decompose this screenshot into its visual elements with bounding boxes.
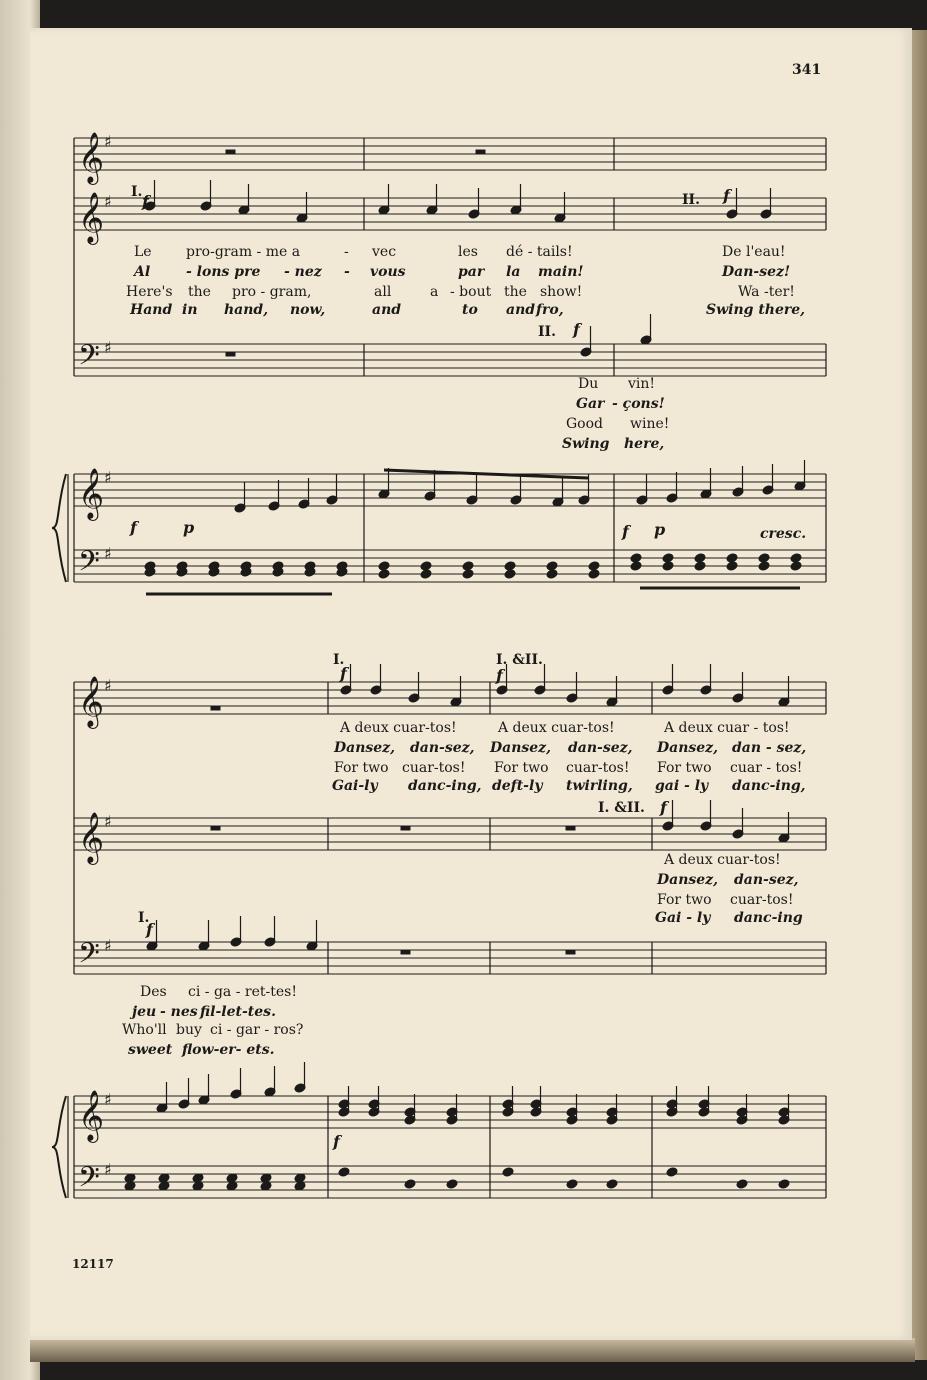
lyric: buy bbox=[176, 1022, 202, 1038]
note-head bbox=[504, 561, 516, 571]
lyric: now, bbox=[290, 302, 326, 318]
voice-mark-I-II: I. &II. bbox=[496, 652, 543, 668]
lyric: danc-ing, bbox=[732, 778, 806, 794]
voice-mark-II-bass: II. bbox=[538, 324, 556, 340]
lyric: Des bbox=[140, 984, 167, 1000]
lyric: vec bbox=[372, 244, 397, 260]
key-signature-sharp: ♯ bbox=[104, 468, 112, 487]
lyric: ci - gar - ros? bbox=[210, 1022, 304, 1038]
piano-brace bbox=[52, 1096, 66, 1198]
treble-clef-icon: 𝄞 bbox=[78, 676, 105, 727]
note-head bbox=[790, 553, 802, 563]
lyric: - bbox=[344, 244, 349, 260]
lyric: Dansez, bbox=[334, 740, 396, 756]
rest-mark bbox=[566, 826, 575, 830]
note-head bbox=[758, 553, 770, 563]
lyric: vin! bbox=[628, 376, 656, 392]
note-head bbox=[546, 561, 558, 571]
lyric: ci - ga - ret-tes! bbox=[188, 984, 297, 1000]
lyric: pro - gram, bbox=[232, 284, 312, 300]
note-head bbox=[446, 1179, 458, 1189]
lyric: and bbox=[506, 302, 536, 318]
dynamic-p: p bbox=[183, 518, 195, 537]
note-head bbox=[502, 1167, 514, 1177]
rest-mark bbox=[401, 950, 410, 954]
note-head bbox=[790, 561, 802, 571]
plate-number: 12117 bbox=[72, 1257, 114, 1271]
note-head bbox=[726, 561, 738, 571]
dynamic-f: f bbox=[573, 320, 580, 339]
note-head bbox=[404, 1179, 416, 1189]
lyric: wine! bbox=[630, 416, 670, 432]
lyric: les bbox=[458, 244, 478, 260]
lyric: A deux cuar-tos! bbox=[340, 720, 457, 736]
lyric: A deux cuar-tos! bbox=[498, 720, 615, 736]
lyric: the bbox=[188, 284, 211, 300]
lyric: la bbox=[506, 264, 521, 280]
lyric: the bbox=[504, 284, 527, 300]
lyric: danc-ing, bbox=[408, 778, 482, 794]
voice-mark-I: I. bbox=[138, 910, 150, 926]
dynamic-f: f bbox=[146, 920, 153, 939]
treble-clef-icon: 𝄞 bbox=[78, 192, 105, 243]
lyric: Gai-ly bbox=[332, 778, 378, 794]
note-head bbox=[338, 1167, 350, 1177]
note-head bbox=[726, 553, 738, 563]
voice-mark-I-II: I. &II. bbox=[598, 800, 645, 816]
lyric: par bbox=[458, 264, 485, 280]
dynamic-f: f bbox=[622, 522, 629, 541]
rest-mark bbox=[476, 150, 485, 154]
note-head bbox=[566, 1179, 578, 1189]
lyric: Gai - ly bbox=[655, 910, 711, 926]
note-head bbox=[630, 561, 642, 571]
note-head bbox=[662, 553, 674, 563]
key-signature-sharp: ♯ bbox=[104, 812, 112, 831]
bass-clef-icon: 𝄢 bbox=[78, 1161, 100, 1201]
lyric: fil-let-tes. bbox=[200, 1004, 276, 1020]
cresc-marking: cresc. bbox=[760, 526, 807, 542]
lyric: Hand bbox=[130, 302, 173, 318]
note-head bbox=[504, 569, 516, 579]
lyric: danc-ing bbox=[734, 910, 803, 926]
lyric: Al bbox=[134, 264, 151, 280]
lyric: all bbox=[374, 284, 392, 300]
piano-brace bbox=[52, 474, 66, 582]
key-signature-sharp: ♯ bbox=[104, 544, 112, 563]
lyric: flow-er- ets. bbox=[182, 1042, 275, 1058]
lyric: dan-sez, bbox=[568, 740, 633, 756]
note-head bbox=[666, 1167, 678, 1177]
lyric: Here's bbox=[126, 284, 173, 300]
lyric: Dansez, bbox=[490, 740, 552, 756]
note-head bbox=[420, 569, 432, 579]
lyric: Du bbox=[578, 376, 599, 392]
bass-clef-icon: 𝄢 bbox=[78, 339, 100, 379]
lyric: A deux cuar - tos! bbox=[664, 720, 790, 736]
treble-clef-icon: 𝄞 bbox=[78, 132, 105, 183]
dynamic-f: f bbox=[130, 518, 137, 537]
key-signature-sharp: ♯ bbox=[104, 338, 112, 357]
note-head bbox=[462, 569, 474, 579]
note-head bbox=[606, 1179, 618, 1189]
key-signature-sharp: ♯ bbox=[104, 1160, 112, 1179]
lyric: - nez bbox=[284, 264, 322, 280]
lyric: to bbox=[462, 302, 478, 318]
voice-mark-I: I. bbox=[333, 652, 345, 668]
note-head bbox=[694, 561, 706, 571]
lyric: Gar bbox=[576, 396, 605, 412]
key-signature-sharp: ♯ bbox=[104, 132, 112, 151]
lyric: jeu bbox=[132, 1004, 157, 1020]
note-head bbox=[736, 1179, 748, 1189]
lyric: Dansez, bbox=[657, 740, 719, 756]
note-head bbox=[630, 553, 642, 563]
lyric: a bbox=[430, 284, 439, 300]
lyric: Good bbox=[566, 416, 604, 432]
lyric: Wa -ter! bbox=[738, 284, 795, 300]
lyric: Dansez, bbox=[657, 872, 719, 888]
treble-clef-icon: 𝄞 bbox=[78, 812, 105, 863]
dynamic-f: f bbox=[142, 192, 149, 211]
note-head bbox=[462, 561, 474, 571]
note-head bbox=[758, 561, 770, 571]
lyric: dan - sez, bbox=[732, 740, 807, 756]
treble-clef-icon: 𝄞 bbox=[78, 1090, 105, 1141]
lyric: A deux cuar-tos! bbox=[664, 852, 781, 868]
key-signature-sharp: ♯ bbox=[104, 1090, 112, 1109]
note-head bbox=[420, 561, 432, 571]
lyric: pro-gram - me a bbox=[186, 244, 301, 260]
lyric: Who'll bbox=[122, 1022, 167, 1038]
lyric: cuar-tos! bbox=[566, 760, 630, 776]
rest-mark bbox=[226, 150, 235, 154]
note-head bbox=[662, 561, 674, 571]
lyric: De l'eau! bbox=[722, 244, 786, 260]
lyric: dan-sez, bbox=[410, 740, 475, 756]
treble-clef-icon: 𝄞 bbox=[78, 468, 105, 519]
lyric: fro, bbox=[536, 302, 564, 318]
dynamic-f: f bbox=[723, 186, 730, 205]
lyric: For two bbox=[334, 760, 389, 776]
rest-mark bbox=[211, 826, 220, 830]
lyric: dan-sez, bbox=[734, 872, 799, 888]
note-head bbox=[588, 561, 600, 571]
lyric: - çons! bbox=[612, 396, 665, 412]
key-signature-sharp: ♯ bbox=[104, 676, 112, 695]
lyric: For two bbox=[494, 760, 549, 776]
note-head bbox=[694, 553, 706, 563]
voice-mark-I: I. bbox=[131, 184, 143, 200]
lyric: twirling, bbox=[566, 778, 633, 794]
rest-mark bbox=[401, 826, 410, 830]
dynamic-p: p bbox=[654, 520, 666, 539]
key-signature-sharp: ♯ bbox=[104, 936, 112, 955]
lyric: main! bbox=[538, 264, 584, 280]
lyric: deft-ly bbox=[492, 778, 543, 794]
lyric: Dan-sez! bbox=[722, 264, 791, 280]
lyric: show! bbox=[540, 284, 583, 300]
lyric: sweet bbox=[128, 1042, 173, 1058]
lyric: cuar-tos! bbox=[730, 892, 794, 908]
rest-mark bbox=[226, 352, 235, 356]
voice-mark-II: II. bbox=[682, 192, 700, 208]
note-head bbox=[778, 1179, 790, 1189]
dynamic-f: f bbox=[333, 1132, 340, 1151]
lyric: hand, bbox=[224, 302, 269, 318]
key-signature-sharp: ♯ bbox=[104, 192, 112, 211]
dynamic-f: f bbox=[340, 664, 347, 683]
lyric: cuar-tos! bbox=[402, 760, 466, 776]
lyric: For two bbox=[657, 892, 712, 908]
lyric: vous bbox=[370, 264, 406, 280]
note-head bbox=[588, 569, 600, 579]
note-head bbox=[378, 561, 390, 571]
lyric: - bbox=[344, 264, 350, 280]
rest-mark bbox=[566, 950, 575, 954]
lyric: dé - tails! bbox=[506, 244, 573, 260]
lyric: - nes bbox=[160, 1004, 198, 1020]
lyric: Swing bbox=[562, 436, 610, 452]
lyric: For two bbox=[657, 760, 712, 776]
rest-mark bbox=[211, 706, 220, 710]
lyric: here, bbox=[624, 436, 665, 452]
lyric: cuar - tos! bbox=[730, 760, 803, 776]
lyric: in bbox=[182, 302, 198, 318]
lyric: - lons pre bbox=[186, 264, 261, 280]
dynamic-f: f bbox=[660, 798, 667, 817]
note-head bbox=[546, 569, 558, 579]
lyric: - bout bbox=[450, 284, 492, 300]
page-number: 341 bbox=[792, 62, 822, 78]
note-head bbox=[378, 569, 390, 579]
dynamic-f: f bbox=[496, 666, 503, 685]
lyric: and bbox=[372, 302, 402, 318]
lyric: Le bbox=[134, 244, 152, 260]
bass-clef-icon: 𝄢 bbox=[78, 545, 100, 585]
lyric: Swing there, bbox=[706, 302, 806, 318]
lyric: gai - ly bbox=[655, 778, 709, 794]
bass-clef-icon: 𝄢 bbox=[78, 937, 100, 977]
